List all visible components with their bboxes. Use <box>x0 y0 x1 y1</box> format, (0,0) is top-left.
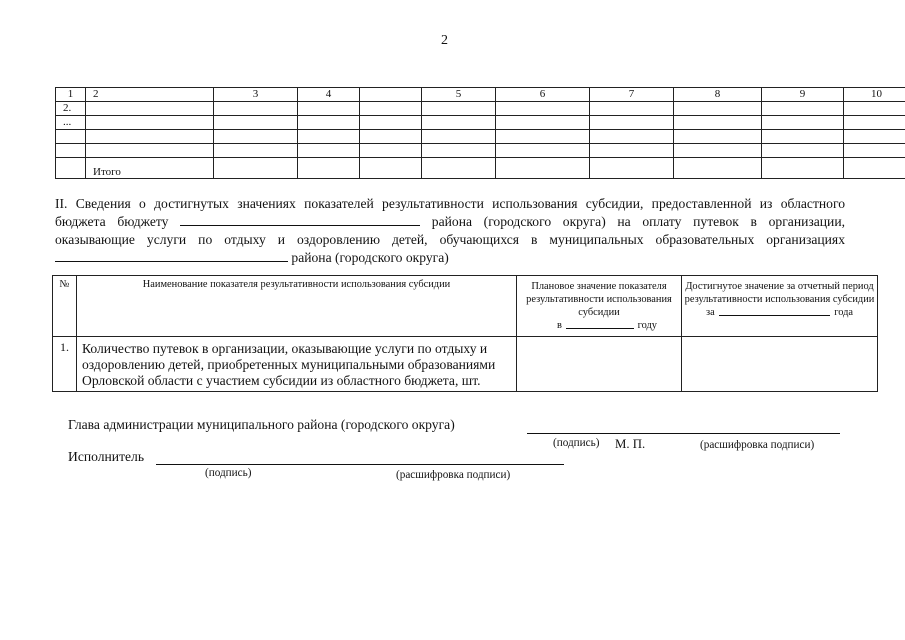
table-cell: 2 <box>86 88 214 102</box>
table-cell <box>56 158 86 179</box>
table-cell <box>844 144 905 158</box>
page-number: 2 <box>441 33 448 48</box>
row-achieved-value <box>682 337 878 392</box>
table-indicators <box>55 87 905 179</box>
section-2-line-2-start: бюджета бюджету <box>55 214 169 229</box>
table-cell: 4 <box>298 88 360 102</box>
table-cell <box>496 102 590 116</box>
table-cell: ... <box>56 116 86 130</box>
table-cell <box>214 130 298 144</box>
table-cell <box>844 102 905 116</box>
table-indicators-body <box>56 88 905 179</box>
planned-year-label: году <box>637 320 657 331</box>
achieved-for-label: за <box>706 307 715 318</box>
col-header-achieved-text: Достигнутое значение за отчетный период результативности использования субсидии <box>684 281 875 305</box>
table-cell <box>590 102 674 116</box>
table-cell <box>214 102 298 116</box>
table-cell: 9 <box>762 88 844 102</box>
planned-in-label: в <box>557 320 562 331</box>
section-2-line-2 <box>55 213 845 231</box>
table-cell <box>762 144 844 158</box>
row-indicator-name: Количество путевок в организации, оказывающие услуги по отдыху и оздоровлению детей, приобретенных муниципальными образованиями Орловской области с участием субсидии из областного бюджета, шт. <box>77 337 517 392</box>
col-header-planned <box>517 276 682 337</box>
table-row <box>56 102 905 116</box>
col-header-achieved <box>682 276 878 337</box>
executor-signature-line <box>156 464 564 465</box>
table-results <box>52 275 878 392</box>
table-cell <box>86 116 214 130</box>
table-row <box>56 158 905 179</box>
table-cell <box>422 102 496 116</box>
head-of-admin-label: Глава администрации муниципального района (городского округа) <box>68 417 455 432</box>
table-cell <box>298 130 360 144</box>
table-cell <box>422 130 496 144</box>
table-cell <box>298 116 360 130</box>
head-decode-caption: (расшифровка подписи) <box>700 439 815 451</box>
head-signature-line <box>527 433 840 434</box>
table-cell <box>674 144 762 158</box>
table-cell <box>86 102 214 116</box>
table-cell <box>590 144 674 158</box>
table-cell <box>496 130 590 144</box>
table-cell <box>56 144 86 158</box>
table-cell <box>360 88 422 102</box>
table-cell <box>674 130 762 144</box>
table-cell <box>762 102 844 116</box>
table-cell <box>674 116 762 130</box>
municipality-blank <box>180 213 420 226</box>
table-cell <box>762 116 844 130</box>
table-cell: 10 <box>844 88 905 102</box>
table-cell <box>590 116 674 130</box>
table-cell <box>762 158 844 179</box>
table-cell <box>496 144 590 158</box>
table-cell <box>844 158 905 179</box>
table-cell <box>214 158 298 179</box>
table-cell <box>422 158 496 179</box>
table-cell <box>86 144 214 158</box>
section-2-line-1: II. Сведения о достигнутых значениях показателей результативности использования субсидии, предоставленной из областного <box>55 196 845 211</box>
table-cell: 8 <box>674 88 762 102</box>
col-header-planned-text: Плановое значение показателя результативности использования субсидии <box>526 281 672 318</box>
table-cell <box>762 130 844 144</box>
table-cell <box>496 158 590 179</box>
table-cell <box>360 144 422 158</box>
table-cell <box>590 130 674 144</box>
table-cell <box>360 116 422 130</box>
planned-year-blank <box>566 319 634 329</box>
table-cell: 7 <box>590 88 674 102</box>
section-2-line-4-text: района (городского округа) <box>291 250 449 265</box>
table-row <box>56 116 905 130</box>
table-header-row <box>56 88 905 102</box>
table-cell: 3 <box>214 88 298 102</box>
executor-label: Исполнитель <box>68 449 145 464</box>
table-cell <box>422 116 496 130</box>
table-cell <box>496 116 590 130</box>
col-header-number: № <box>53 276 77 337</box>
achieved-year-label: года <box>834 307 853 318</box>
table-cell <box>422 144 496 158</box>
table-cell <box>844 130 905 144</box>
table-cell <box>360 102 422 116</box>
table-row <box>56 130 905 144</box>
executor-decode-caption: (расшифровка подписи) <box>396 469 511 481</box>
table-cell: 6 <box>496 88 590 102</box>
table-cell: 5 <box>422 88 496 102</box>
table-row <box>56 144 905 158</box>
table-cell <box>674 158 762 179</box>
table-cell: Итого <box>86 158 214 179</box>
head-signature-caption: (подпись) <box>553 437 600 449</box>
table-cell <box>590 158 674 179</box>
table-cell <box>298 102 360 116</box>
section-2-line-2-end: района (городского округа) на оплату путевок в организации, <box>431 214 846 229</box>
table-cell <box>844 116 905 130</box>
table-cell <box>360 158 422 179</box>
row-planned-value <box>517 337 682 392</box>
planned-year-row <box>519 319 679 332</box>
table-cell <box>298 144 360 158</box>
stamp-place-label: М. П. <box>615 437 646 451</box>
table-cell <box>86 130 214 144</box>
executor-signature-caption: (подпись) <box>205 467 252 479</box>
section-2-heading <box>55 195 845 267</box>
table-cell <box>674 102 762 116</box>
section-2-line-3: оказывающие услуги по отдыху и оздоровлению детей, обучающихся в муниципальных образовательных организациях <box>55 232 845 247</box>
table-cell: 1 <box>56 88 86 102</box>
table-cell <box>298 158 360 179</box>
section-2-line-4 <box>55 249 845 267</box>
row-number: 1. <box>53 337 77 392</box>
table-cell <box>214 116 298 130</box>
district-blank <box>55 249 288 262</box>
table-cell: 2. <box>56 102 86 116</box>
table-cell <box>56 130 86 144</box>
table-cell <box>214 144 298 158</box>
achieved-year-row <box>684 306 875 319</box>
achieved-year-blank <box>719 306 830 316</box>
table-cell <box>360 130 422 144</box>
col-header-indicator-name: Наименование показателя результативности использования субсидии <box>77 276 517 337</box>
